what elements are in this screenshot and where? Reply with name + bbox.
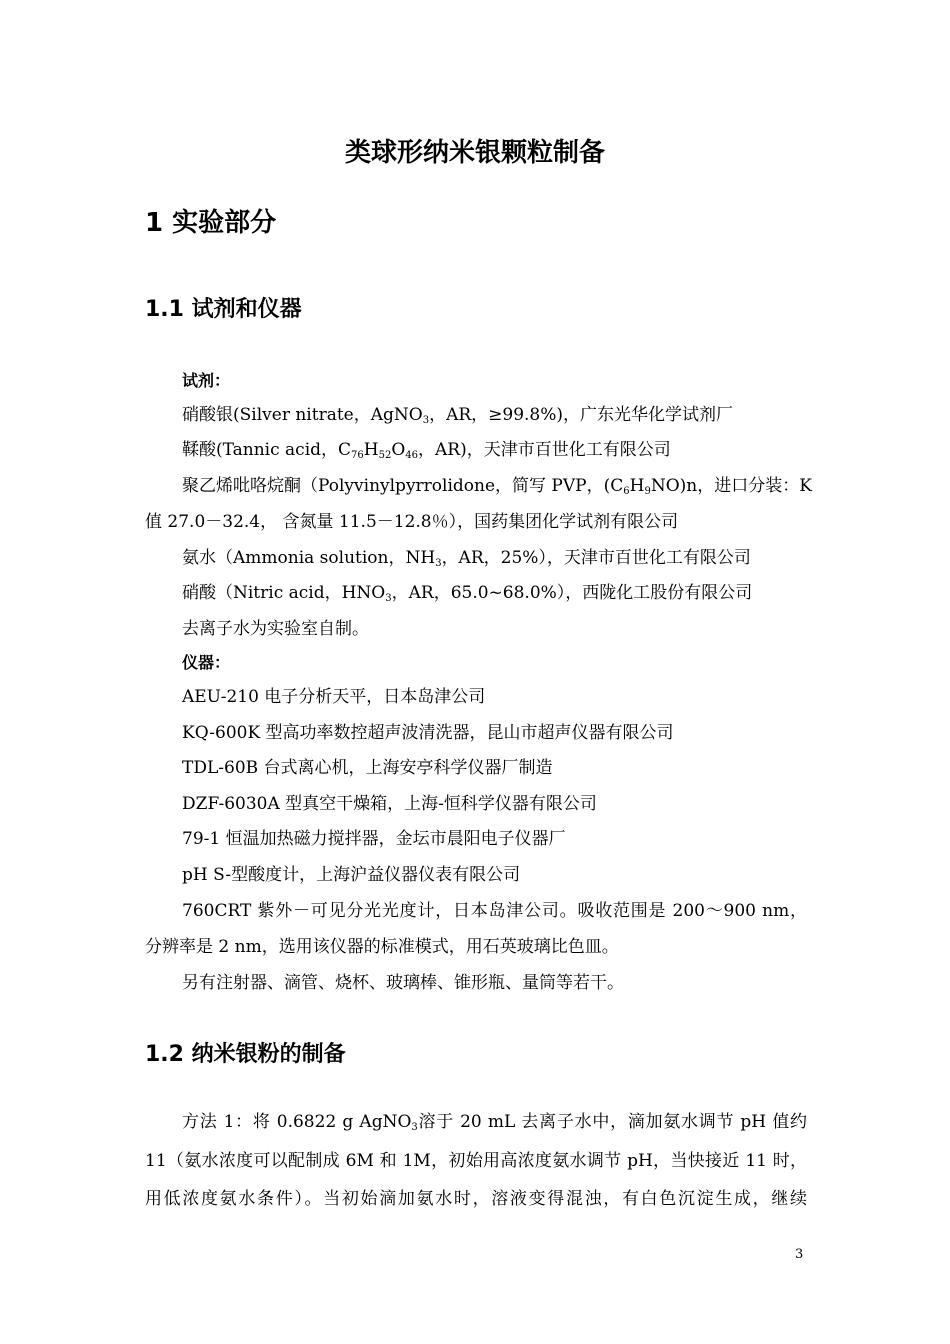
instrument-item: AEU-210 电子分析天平，日本岛津公司 xyxy=(182,687,486,707)
reagents-label: 试剂： xyxy=(182,371,231,390)
section-heading-1-1: 1.1 试剂和仪器 xyxy=(145,297,302,322)
reagent-nitric-acid: 硝酸（Nitric acid，$HNO_3$，AR，65.0~68.0%），西陇化工股份有限公司 xyxy=(182,583,753,604)
reagent-silver-nitrate: 硝酸银(Silver nitrate，AgNO$_3$，AR，≥99.8%)，广东光华化学试剂厂 xyxy=(182,405,734,426)
section-heading-1-2: 1.2 纳米银粉的制备 xyxy=(145,1042,346,1067)
document-title: 类球形纳米银颗粒制备 xyxy=(344,138,605,168)
reagent-deionized-water: 去离子水为实验室自制。 xyxy=(182,619,369,639)
instrument-item: KQ-600K 型高功率数控超声波清洗器，昆山市超声仪器有限公司 xyxy=(182,723,674,743)
method-paragraph-line: 用低浓度氨水条件）。当初始滴加氨水时，溶液变得混浊，有白色沉淀生成，继续 xyxy=(145,1189,807,1209)
section-heading-1: 1 实验部分 xyxy=(145,208,277,238)
instrument-spectrophotometer-continued: 分辨率是 2 nm，选用该仪器的标准模式，用石英玻璃比色皿。 xyxy=(145,937,619,957)
instrument-misc: 另有注射器、滴管、烧杯、玻璃棒、锥形瓶、量筒等若干。 xyxy=(182,973,624,993)
instrument-item: 79-1 恒温加热磁力搅拌器，金坛市晨阳电子仪器厂 xyxy=(182,829,566,849)
reagent-pvp: 聚乙烯吡咯烷酮（Polyvinylpyrrolidone，简写 PVP，$(C_6H_9NO)n$，进口分装：K xyxy=(182,476,812,497)
page-number: 3 xyxy=(795,1247,804,1262)
method-paragraph-line: 11（氨水浓度可以配制成 6M 和 1M，初始用高浓度氨水调节 pH，当快接近 11 时， xyxy=(145,1151,807,1171)
instrument-spectrophotometer: 760CRT 紫外－可见分光光度计，日本岛津公司。吸收范围是 200～900 nm， xyxy=(182,901,807,921)
instrument-item: pH S-型酸度计，上海沪益仪器仪表有限公司 xyxy=(182,865,521,885)
reagent-ammonia: 氨水（Ammonia solution，$NH_3$，AR，25%），天津市百世化工有限公司 xyxy=(182,548,751,569)
method-paragraph-line: 方法 1：将 0.6822 g AgNO$_3$溶于 20 mL 去离子水中，滴加氨水调节 pH 值约 xyxy=(182,1112,807,1133)
instrument-item: TDL-60B 台式离心机，上海安亭科学仪器厂制造 xyxy=(182,758,553,778)
reagent-tannic-acid: 鞣酸(Tannic acid，$C_{76}H_{52}O_{46}$，AR)，天津市百世化工有限公司 xyxy=(182,440,671,461)
instruments-label: 仪器： xyxy=(182,653,231,672)
instrument-item: DZF-6030A 型真空干燥箱，上海-恒科学仪器有限公司 xyxy=(182,794,597,814)
reagent-pvp-continued: 值 27.0－32.4， 含氮量 11.5－12.8％），国药集团化学试剂有限公司 xyxy=(145,512,679,532)
